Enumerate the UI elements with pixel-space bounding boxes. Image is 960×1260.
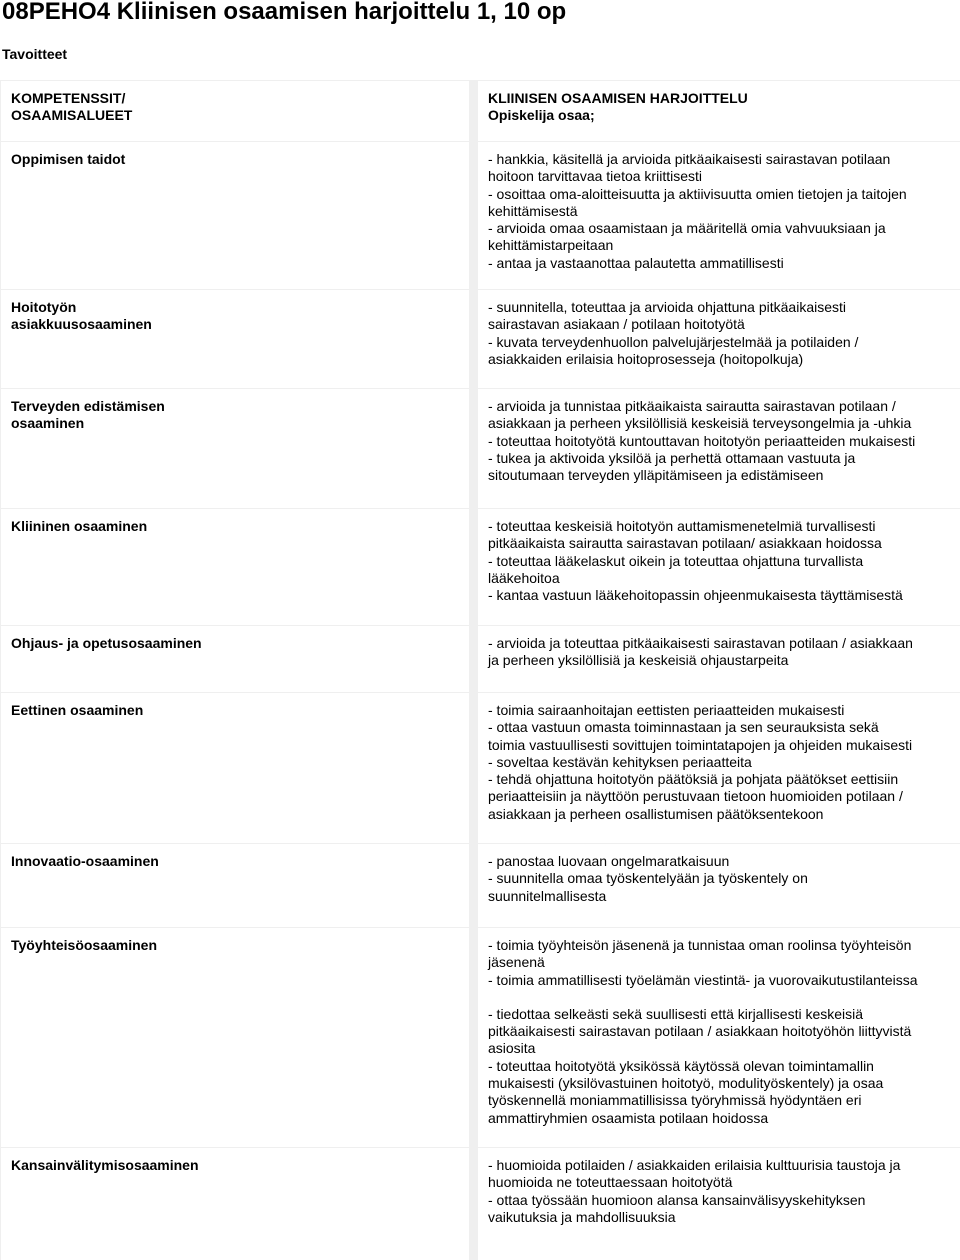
text-line: Kansainvälitymisosaaminen [11, 1157, 199, 1173]
text-line: asiosita [488, 1040, 536, 1057]
text-line: asiakkaan ja perheen osallistumisen päätöksentekoon [488, 805, 824, 822]
text-line: osaaminen [11, 415, 85, 432]
text-line: ammattiryhmien osaamista potilaan hoidossa [488, 1109, 769, 1126]
text-line: - huomioida potilaiden / asiakkaiden erilaisia kulttuurisia taustoja ja [488, 1157, 901, 1173]
text-line: - kuvata terveydenhuollon palvelujärjestelmää ja potilaiden / [488, 333, 859, 350]
text-line: Oppimisen taidot [11, 151, 126, 167]
text-line: Opiskelija osaa; [488, 107, 595, 124]
text-line: - suunnitella omaa työskentelyään ja työskentely on [488, 870, 808, 887]
objective-list-cell [478, 1148, 960, 1260]
text-line: - toimia ammatillisesti työelämän viestintä- ja vuorovaikutustilanteissa [488, 971, 918, 988]
text-line: - osoittaa oma-aloitteisuutta ja aktiivisuutta omien tietojen ja taitojen [488, 185, 907, 202]
text-line: vaikutuksia ja mahdollisuuksia [488, 1208, 676, 1225]
objective-list-cell [478, 693, 960, 843]
text-line: Terveyden edistämisen [11, 398, 165, 414]
text-line: kehittämisestä [488, 202, 578, 219]
text-line: - ottaa vastuun omasta toiminnastaan ja sen seurauksista sekä [488, 719, 879, 736]
text-line: asiakkaan ja perheen yksilöllisiä keskeisiä terveysongelmia ja -uhkia [488, 415, 912, 432]
section-heading: Tavoitteet [2, 46, 68, 62]
text-line: lääkehoitoa [488, 569, 560, 586]
text-line: Eettinen osaaminen [11, 702, 144, 718]
text-line: asiakkuusosaaminen [11, 316, 152, 333]
text-line: kehittämistarpeitaan [488, 237, 614, 254]
text-line: Innovaatio-osaaminen [11, 853, 159, 869]
objective-list-cell [478, 142, 960, 289]
competence-name-cell [1, 1148, 469, 1260]
text-line: huomioida ne toteuttaessaan hoitotyötä [488, 1174, 733, 1191]
text-line: - arvioida ja tunnistaa pitkäaikaista sairautta sairastavan potilaan / [488, 398, 896, 414]
text-line: - panostaa luovaan ongelmaratkaisuun [488, 853, 730, 869]
text-line: - hankkia, käsitellä ja arvioida pitkäaikaisesti sairastavan potilaan [488, 151, 891, 167]
text-line: - suunnitella, toteuttaa ja arvioida ohjattuna pitkäaikaisesti [488, 299, 846, 315]
text-line: periaatteisiin ja näyttöön perustuvaan tietoon huomioiden potilaan / [488, 788, 903, 805]
text-line: - arvioida ja toteuttaa pitkäaikaisesti sairastavan potilaan / asiakkaan [488, 635, 913, 651]
text-line: - toteuttaa hoitotyötä yksikössä käytössä olevan toimintamallin [488, 1057, 874, 1074]
text-line: - toimia sairaanhoitajan eettisten periaatteiden mukaisesti [488, 702, 845, 718]
header-objectives-cell [478, 81, 960, 141]
competence-name-cell [1, 389, 469, 508]
text-line: - arvioida omaa osaamistaan ja määritellä omia vahvuuksiaan ja [488, 220, 886, 237]
text-line: Hoitotyön [11, 299, 77, 315]
objective-list-cell [478, 509, 960, 625]
text-line: - antaa ja vastaanottaa palautetta ammatillisesti [488, 254, 784, 271]
text-line: pitkäaikaista sairautta sairastavan potilaan/ asiakkaan hoidossa [488, 535, 882, 552]
text-line: ja perheen yksilöllisiä ja keskeisiä ohjaustarpeita [488, 652, 789, 669]
text-line [488, 989, 950, 1006]
text-line: jäsenenä [488, 954, 545, 971]
text-line: Ohjaus- ja opetusosaaminen [11, 635, 202, 651]
text-line: - tehdä ohjattuna hoitotyön päätöksiä ja pohjata päätökset eettisiin [488, 771, 899, 788]
objective-list-cell [478, 928, 960, 1147]
text-line: OSAAMISALUEET [11, 107, 133, 124]
text-line: työskennellä moniammatillisissa työryhmissä hyödyntäen eri [488, 1092, 862, 1109]
text-line: - tukea ja aktivoida yksilöä ja perhettä ottamaan vastuuta ja [488, 449, 856, 466]
competence-name-cell [1, 928, 469, 1147]
text-line: KLIINISEN OSAAMISEN HARJOITTELU [488, 90, 748, 106]
objective-list-cell [478, 389, 960, 508]
text-line: - ottaa työssään huomioon alansa kansainvälisyyskehityksen [488, 1191, 866, 1208]
text-line: - toimia työyhteisön jäsenenä ja tunnistaa oman roolinsa työyhteisön [488, 937, 912, 953]
competence-name-cell [1, 693, 469, 843]
objective-list-cell [478, 626, 960, 692]
text-line: sitoutumaan terveyden ylläpitämiseen ja edistämiseen [488, 467, 824, 484]
objective-list-cell [478, 844, 960, 927]
text-line: pitkäaikaisesti sairastavan potilaan / asiakkaan hoitotyöhön liittyvistä [488, 1023, 912, 1040]
text-line: - toteuttaa lääkelaskut oikein ja toteuttaa ohjattuna turvallista [488, 552, 864, 569]
competence-name-cell [1, 509, 469, 625]
competence-name-cell [1, 290, 469, 388]
text-line: Työyhteisöosaaminen [11, 937, 158, 953]
text-line: asiakkaiden erilaisia hoitoprosesseja (hoitopolkuja) [488, 350, 804, 367]
header-competence-cell [1, 81, 469, 141]
objective-list-cell [478, 290, 960, 388]
text-line: KOMPETENSSIT/ [11, 90, 126, 106]
competence-name-cell [1, 626, 469, 692]
competence-name-cell [1, 142, 469, 289]
text-line: Kliininen osaaminen [11, 518, 148, 534]
text-line: - kantaa vastuun lääkehoitopassin ohjeenmukaisesta täyttämisestä [488, 587, 903, 604]
text-line: - toteuttaa hoitotyötä kuntouttavan hoitotyön periaatteiden mukaisesti [488, 432, 916, 449]
text-line: toimia vastuullisesti sovittujen toimintatapojen ja ohjeiden mukaisesti [488, 736, 913, 753]
text-line: - toteuttaa keskeisiä hoitotyön auttamismenetelmiä turvallisesti [488, 518, 876, 534]
text-line: suunnitelmallisesta [488, 887, 607, 904]
competence-name-cell [1, 844, 469, 927]
text-line: - soveltaa kestävän kehityksen periaatteita [488, 753, 752, 770]
text-line: hoitoon tarvittavaa tietoa kriittisesti [488, 168, 702, 185]
text-line: - tiedottaa selkeästi sekä suullisesti että kirjallisesti keskeisiä [488, 1005, 864, 1022]
text-line: mukaisesti (yksilövastuinen hoitotyö, modulityöskentely) ja osaa [488, 1075, 884, 1092]
text-line: sairastavan asiakaan / potilaan hoitotyötä [488, 316, 745, 333]
page-title: 08PEHO4 Kliinisen osaamisen harjoittelu 1, 10 op [2, 0, 567, 25]
